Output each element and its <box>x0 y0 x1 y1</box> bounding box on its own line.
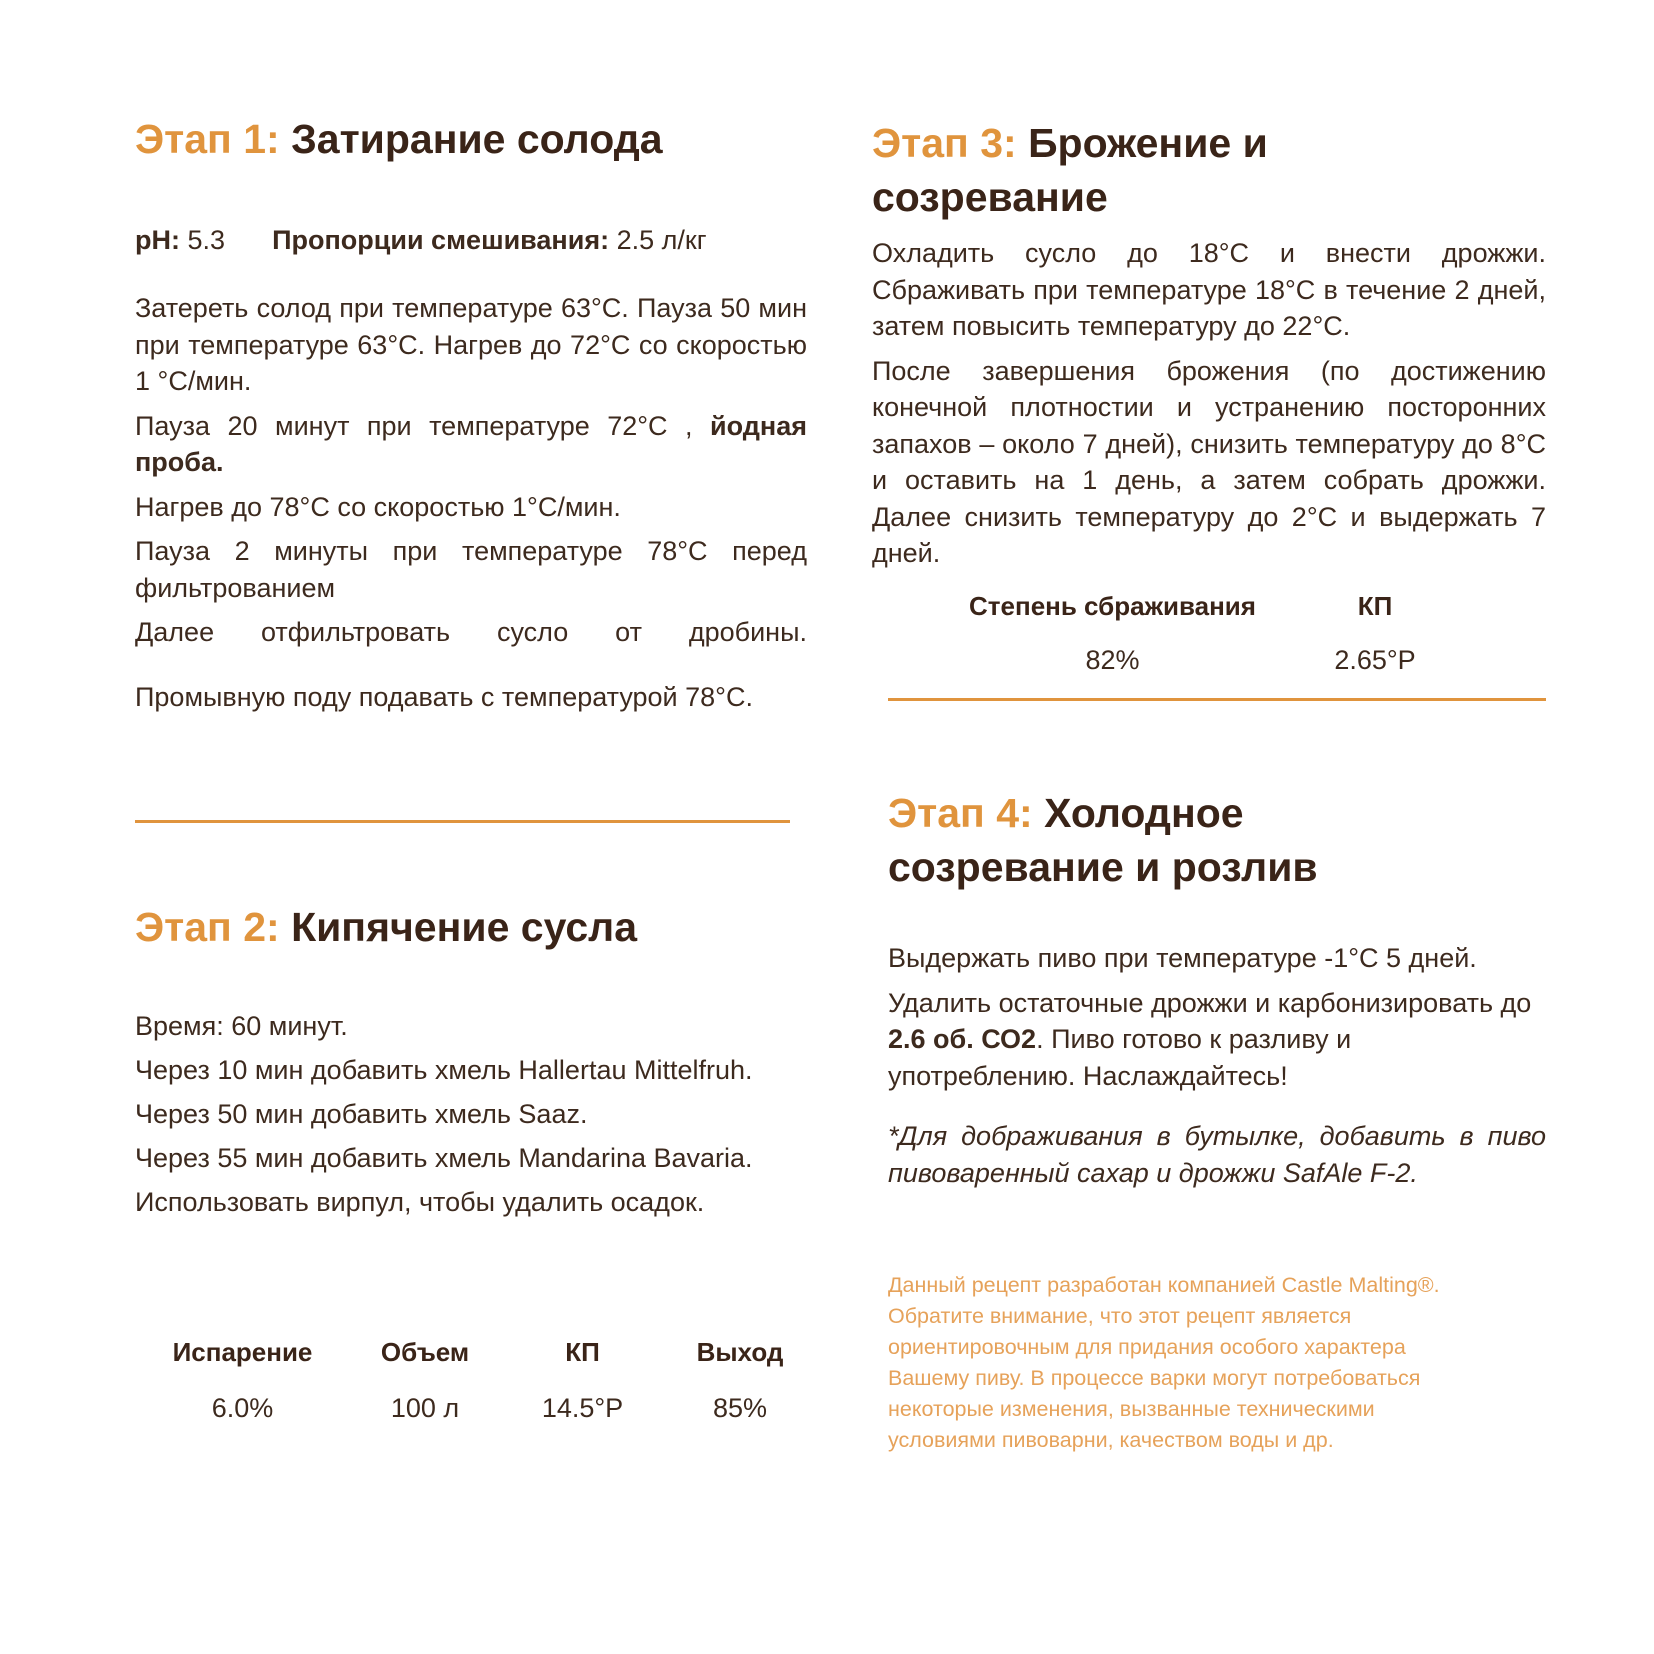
stage2-stats-table <box>140 1334 820 1426</box>
stage4-body <box>888 940 1546 1199</box>
stat-header: Объем <box>380 1337 470 1367</box>
stage4-footnote: *Для дображивания в бутылке, добавить в пиво пивоваренный сахар и дрожжи SafAle F-2. <box>888 1121 1546 1188</box>
stage1-paragraph: Пауза 2 минуты при температуре 78°С перед фильтрованием <box>135 536 807 603</box>
stat-volume <box>345 1334 505 1426</box>
stage2-line: Время: 60 минут. <box>135 1011 348 1041</box>
stat-header: КП <box>1357 591 1393 621</box>
ratio-label: Пропорции смешивания: <box>272 225 610 255</box>
stat-header: КП <box>565 1337 600 1367</box>
stage3-label: Этап 3: <box>872 120 1017 166</box>
disclaimer-line: условиями пивоварни, качеством воды и др. <box>888 1428 1334 1452</box>
stat-value: 6.0% <box>211 1393 274 1423</box>
ph-value: 5.3 <box>187 225 226 255</box>
stage4-title-line1: Холодное <box>1044 790 1244 836</box>
stage1-body <box>135 290 807 723</box>
stage2-line: Через 55 мин добавить хмель Mandarina Bavaria. <box>135 1143 753 1173</box>
stage2-label: Этап 2: <box>135 904 280 950</box>
stat-header: Выход <box>696 1337 784 1367</box>
stage1-p2-text: Пауза 20 минут при температуре 72°С , <box>135 410 693 441</box>
stage2-line: Использовать вирпул, чтобы удалить осадок. <box>135 1187 705 1217</box>
stage1-label: Этап 1: <box>135 116 280 162</box>
stage2-line: Через 50 мин добавить хмель Saaz. <box>135 1099 588 1129</box>
stage3-divider <box>888 698 1546 701</box>
stage4-heading <box>888 786 1318 894</box>
disclaimer-line: ориентировочным для придания особого характера <box>888 1335 1406 1359</box>
stat-attenuation <box>940 588 1285 678</box>
stat-evaporation <box>140 1334 345 1426</box>
stage4-label: Этап 4: <box>888 790 1033 836</box>
stage3-paragraph: После завершения брожения (по достижению конечной плотностии и устранению посторонних запахов – около 7 дней), снизить температуру до 8°С и оставить на 1 день, а затем собрать дрожжи. Далее снизить температуру до 2°С и выдержать 7 дней. <box>872 355 1546 568</box>
disclaimer-line: некоторые изменения, вызванные техническими <box>888 1397 1375 1421</box>
disclaimer-line: Вашему пиву. В процессе варки могут потребоваться <box>888 1366 1421 1390</box>
stage1-paragraph: Далее отфильтровать сусло от дробины. <box>135 617 807 647</box>
stage2-body <box>135 1004 835 1224</box>
stat-value: 100 л <box>390 1393 460 1423</box>
stage3-paragraph: Охладить сусло до 18°С и внести дрожжи. Сбраживать при температуре 18°С в течение 2 дней, затем повысить температуру до 22°С. <box>872 238 1546 341</box>
ratio-value: 2.5 л/кг <box>616 225 707 255</box>
stat-value: 85% <box>712 1393 768 1423</box>
stage4-p2-b: . Пиво готово к разливу и употреблению. Наслаждайтесь! <box>888 1024 1352 1091</box>
stage2-title: Кипячение сусла <box>291 904 637 950</box>
stage1-paragraph: Промывную поду подавать с температурой 78°С. <box>135 681 753 712</box>
stage2-line: Через 10 мин добавить хмель Hallertau Mittelfruh. <box>135 1055 753 1085</box>
stage1-params <box>135 222 707 258</box>
stage2-heading <box>135 900 637 954</box>
stage1-paragraph: Нагрев до 78°С со скоростью 1°С/мин. <box>135 491 621 522</box>
stat-value: 14.5°P <box>541 1393 624 1423</box>
stage3-title-line1: Брожение и <box>1028 120 1268 166</box>
stat-fg <box>1285 588 1465 678</box>
iodine-test: йодная проба. <box>135 410 807 477</box>
stat-value: 2.65°P <box>1334 645 1416 675</box>
stage3-stats-table <box>940 588 1465 678</box>
disclaimer-line: Обратите внимание, что этот рецепт является <box>888 1304 1352 1328</box>
stat-header: Испарение <box>172 1337 313 1367</box>
stat-header: Степень сбраживания <box>969 591 1256 621</box>
stage1-paragraph <box>135 408 807 481</box>
carbonation-value: 2.6 об. СО2 <box>888 1024 1037 1054</box>
ph-label: pH: <box>135 225 180 255</box>
stage1-divider <box>135 820 790 823</box>
stat-value: 82% <box>1085 645 1140 675</box>
stage1-title: Затирание солода <box>291 116 663 162</box>
stage4-p2-a: Удалить остаточные дрожжи и карбонизировать до <box>888 987 1532 1018</box>
stage4-paragraph <box>888 985 1546 1095</box>
disclaimer-line: Данный рецепт разработан компанией Castle Malting®. <box>888 1273 1440 1297</box>
stage4-title-line2: созревание и розлив <box>888 844 1318 890</box>
stage1-heading <box>135 112 663 166</box>
stage3-title-line2: созревание <box>872 174 1108 220</box>
disclaimer <box>888 1270 1548 1456</box>
stage4-paragraph: Выдержать пиво при температуре -1°С 5 дней. <box>888 943 1477 973</box>
stat-og <box>505 1334 660 1426</box>
stage1-paragraph: Затереть солод при температуре 63°С. Пауза 50 мин при температуре 63°С. Нагрев до 72°С со скоростью 1 °С/мин. <box>135 293 807 396</box>
stage3-heading <box>872 116 1268 224</box>
stage3-body <box>872 235 1546 580</box>
stat-yield <box>660 1334 820 1426</box>
